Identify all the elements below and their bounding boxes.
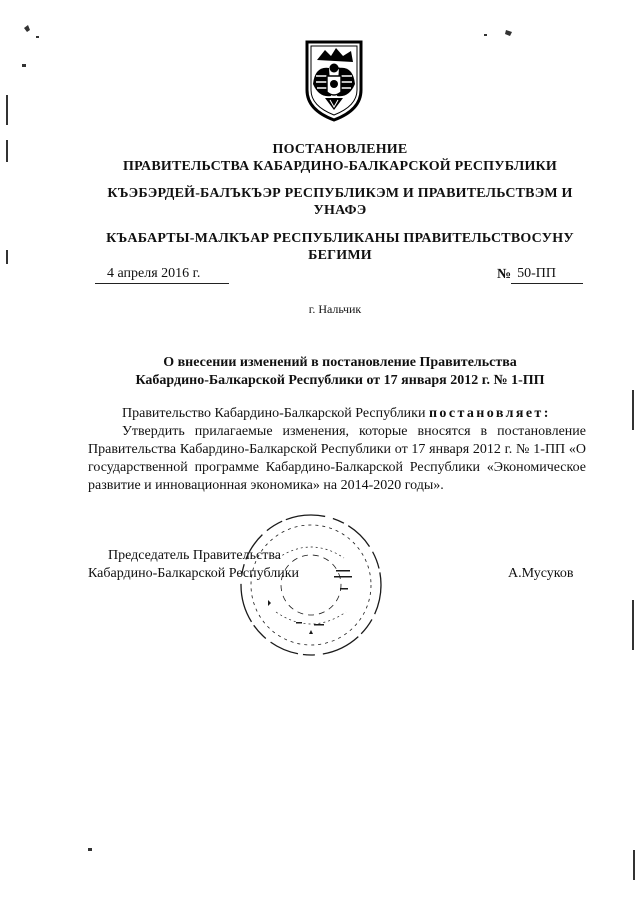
decree-intro-text: Правительство Кабардино-Балкарской Республики — [122, 406, 429, 421]
subject-line-2: Кабардино-Балкарской Республики от 17 января 2012 г. № 1-ПП — [135, 373, 545, 388]
number-value: 50-ПП — [511, 265, 583, 284]
decree-word: постановляет: — [428, 406, 551, 421]
balkar-title-line-1: КЪАБАРТЫ-МАЛКЪАР РЕСПУБЛИКАНЫ ПРАВИТЕЛЬСТВОСУНУ — [106, 231, 574, 246]
signer-position-line-2: Кабардино-Балкарской Республики — [88, 566, 299, 581]
coat-of-arms-emblem — [303, 38, 365, 122]
official-stamp — [236, 510, 386, 660]
signer-name: А.Мусуков — [508, 566, 574, 581]
signer-position-line-1: Председатель Правительства — [108, 548, 281, 563]
document-subject — [40, 354, 640, 390]
decree-paragraph: Утвердить прилагаемые изменения, которые вносятся в постановление Правительства Кабардино-Балкарской Республики от 17 января 2012 г. № 1-ПП «О государственной программе Кабардино-Балкарской Республики «Экономическое развитие и инновационная экономика» на 2014-2020 годы». — [88, 424, 586, 493]
title-line-1: ПОСТАНОВЛЕНИЕ — [272, 142, 408, 157]
kabardian-title — [40, 185, 640, 219]
document-body — [88, 405, 586, 495]
title-line-2: ПРАВИТЕЛЬСТВА КАБАРДИНО-БАЛКАРСКОЙ РЕСПУБЛИКИ — [122, 159, 558, 174]
document-number — [497, 265, 583, 284]
balkar-title-line-2: БЕГИМИ — [308, 248, 372, 263]
number-sign: № — [497, 267, 512, 282]
city-name: г. Нальчик — [308, 302, 362, 316]
subject-line-1: О внесении изменений в постановление Правительства — [163, 355, 517, 370]
document-date: 4 апреля 2016 г. — [95, 265, 229, 284]
decree-intro — [88, 405, 586, 423]
kabardian-title-line-1: КЪЭБЭРДЕЙ-БАЛЪКЪЭР РЕСПУБЛИКЭМ И ПРАВИТЕЛЬСТВЭМ И — [107, 186, 573, 201]
document-title — [40, 141, 640, 175]
balkar-title — [40, 230, 640, 264]
kabardian-title-line-2: УНАФЭ — [313, 203, 367, 218]
